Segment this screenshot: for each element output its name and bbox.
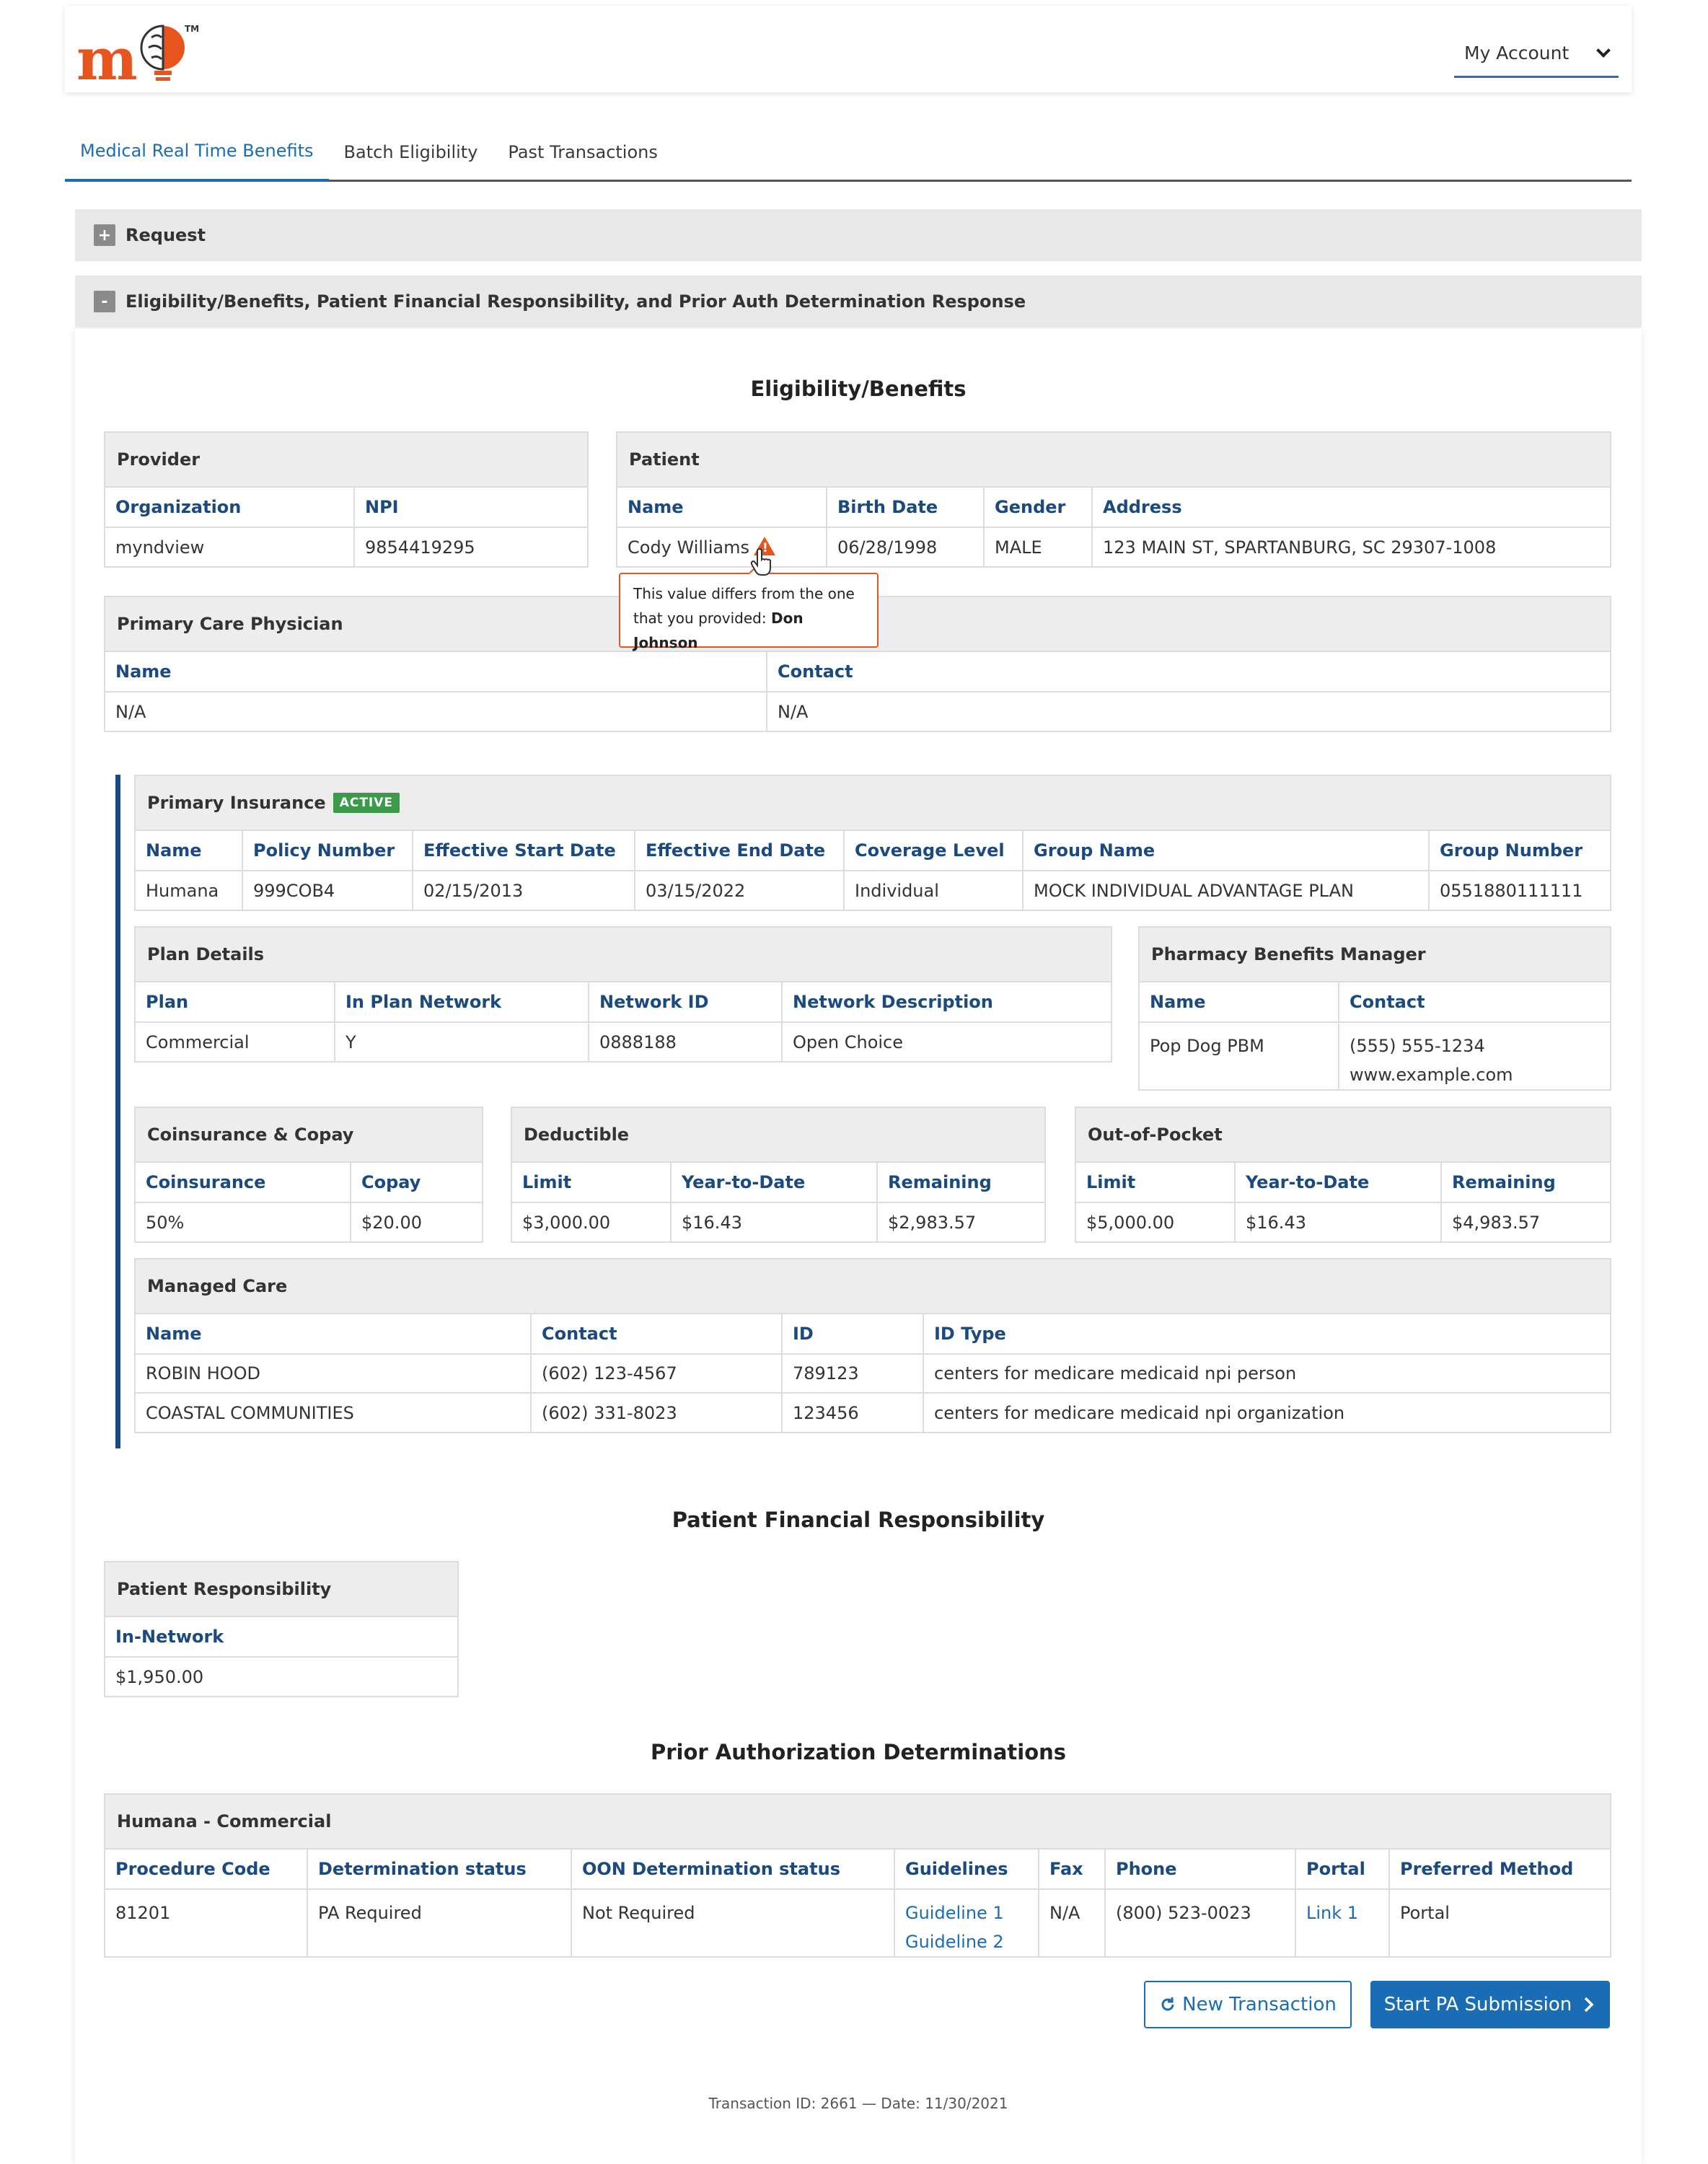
patient-responsibility-table bbox=[105, 1616, 457, 1696]
start-pa-submission-button[interactable] bbox=[1370, 1981, 1610, 2028]
provider-heading: Provider bbox=[105, 433, 587, 486]
responsibility-col-in-network: In-Network bbox=[105, 1617, 457, 1657]
coinsurance-table bbox=[136, 1161, 482, 1241]
insurance-col-effective-end-date: Effective End Date bbox=[635, 830, 844, 871]
provider-npi: 9854419295 bbox=[354, 527, 587, 566]
my-account-label: My Account bbox=[1464, 43, 1570, 63]
oop-heading: Out-of-Pocket bbox=[1076, 1108, 1610, 1161]
oop-limit: $5,000.00 bbox=[1076, 1202, 1235, 1241]
prior-auth-heading: Humana - Commercial bbox=[105, 1795, 1610, 1848]
my-account-dropdown[interactable] bbox=[1454, 30, 1619, 78]
table-row bbox=[512, 1202, 1044, 1241]
company-logo[interactable] bbox=[76, 16, 206, 88]
plan-name: Commercial bbox=[136, 1022, 335, 1061]
pharmacy-benefits-manager-card bbox=[1138, 926, 1611, 1091]
request-panel-title: Request bbox=[126, 225, 206, 245]
oop-remaining: $4,983.57 bbox=[1441, 1202, 1610, 1241]
pa-preferred-method: Portal bbox=[1389, 1889, 1610, 1956]
out-of-pocket-card bbox=[1075, 1107, 1611, 1243]
primary-insurance-heading bbox=[136, 776, 1610, 830]
insurance-group-number: 0551880111111 bbox=[1429, 871, 1610, 910]
provider-organization: myndview bbox=[105, 527, 354, 566]
patient-gender: MALE bbox=[984, 527, 1092, 566]
tooltip-text: that you provided: bbox=[633, 610, 767, 627]
tab-medical-real-time-benefits[interactable]: Medical Real Time Benefits bbox=[65, 123, 329, 182]
table-row bbox=[136, 1022, 1111, 1061]
insurance-col-policy-number: Policy Number bbox=[242, 830, 413, 871]
provider-col-npi: NPI bbox=[354, 487, 587, 527]
prior-auth-title: Prior Authorization Determinations bbox=[650, 1740, 1067, 1764]
insurance-group-name: MOCK INDIVIDUAL ADVANTAGE PLAN bbox=[1023, 871, 1429, 910]
patient-address: 123 MAIN ST, SPARTANBURG, SC 29307-1008 bbox=[1092, 527, 1610, 566]
managed-care-card bbox=[134, 1258, 1611, 1433]
coinsurance-col-copay: Copay bbox=[351, 1162, 482, 1202]
table-row bbox=[105, 1889, 1610, 1956]
chevron-right-icon bbox=[1582, 1996, 1596, 2013]
deductible-col-ytd: Year-to-Date bbox=[671, 1162, 877, 1202]
managed-care-contact: (602) 123-4567 bbox=[531, 1354, 782, 1393]
mismatch-tooltip bbox=[619, 573, 879, 651]
insurance-col-name: Name bbox=[136, 830, 242, 871]
patient-birth-date: 06/28/1998 bbox=[827, 527, 984, 566]
transaction-footer: Transaction ID: 2661 — Date: 11/30/2021 bbox=[708, 2095, 1008, 2112]
managed-care-name: ROBIN HOOD bbox=[136, 1354, 531, 1393]
patient-heading: Patient bbox=[617, 433, 1610, 486]
table-row bbox=[105, 527, 587, 566]
pbm-website: www.example.com bbox=[1350, 1065, 1513, 1085]
financial-title: Patient Financial Responsibility bbox=[672, 1508, 1045, 1532]
managed-care-heading: Managed Care bbox=[136, 1259, 1610, 1313]
plan-details-table bbox=[136, 981, 1111, 1061]
insurance-group-rule bbox=[115, 775, 120, 1448]
plan-details-card bbox=[134, 926, 1112, 1063]
patient-col-name: Name bbox=[617, 487, 827, 527]
patient-col-gender: Gender bbox=[984, 487, 1092, 527]
status-badge: ACTIVE bbox=[333, 793, 400, 813]
table-row bbox=[1076, 1202, 1610, 1241]
svg-text:m: m bbox=[76, 25, 138, 88]
pa-col-preferred-method: Preferred Method bbox=[1389, 1849, 1610, 1889]
collapse-icon[interactable]: - bbox=[94, 291, 115, 312]
response-panel-title: Eligibility/Benefits, Patient Financial Responsibility, and Prior Auth Determination Response bbox=[126, 291, 1026, 312]
chevron-down-icon bbox=[1596, 43, 1611, 58]
insurance-coverage-level: Individual bbox=[844, 871, 1023, 910]
pa-col-fax: Fax bbox=[1039, 1849, 1105, 1889]
primary-insurance-table bbox=[136, 830, 1610, 910]
tab-batch-eligibility[interactable]: Batch Eligibility bbox=[343, 142, 478, 162]
pa-fax: N/A bbox=[1039, 1889, 1105, 1956]
patient-responsibility-card bbox=[104, 1561, 459, 1697]
plan-in-network: Y bbox=[335, 1022, 589, 1061]
table-row bbox=[136, 1354, 1610, 1393]
insurance-start-date: 02/15/2013 bbox=[413, 871, 635, 910]
tooltip-line-1: This value differs from the one bbox=[633, 585, 855, 602]
pa-determination-status: PA Required bbox=[307, 1889, 571, 1956]
prior-auth-card bbox=[104, 1793, 1611, 1958]
tooltip-line-2 bbox=[633, 606, 864, 655]
table-row bbox=[136, 1202, 482, 1241]
prior-auth-table bbox=[105, 1848, 1610, 1956]
eligibility-title: Eligibility/Benefits bbox=[750, 377, 967, 401]
provider-card bbox=[104, 431, 589, 568]
copay-value: $20.00 bbox=[351, 1202, 482, 1241]
pbm-name: Pop Dog PBM bbox=[1140, 1022, 1339, 1089]
primary-insurance-card bbox=[134, 775, 1611, 911]
insurance-col-group-number: Group Number bbox=[1429, 830, 1610, 871]
plan-col-plan: Plan bbox=[136, 982, 335, 1022]
coinsurance-heading: Coinsurance & Copay bbox=[136, 1108, 482, 1161]
managed-care-id-type: centers for medicare medicaid npi organization bbox=[923, 1393, 1610, 1432]
table-row bbox=[136, 871, 1610, 910]
pbm-table bbox=[1140, 981, 1610, 1089]
managed-care-id-type: centers for medicare medicaid npi person bbox=[923, 1354, 1610, 1393]
pcp-table bbox=[105, 651, 1610, 731]
plan-network-description: Open Choice bbox=[782, 1022, 1111, 1061]
coinsurance-value: 50% bbox=[136, 1202, 351, 1241]
managed-care-name: COASTAL COMMUNITIES bbox=[136, 1393, 531, 1432]
tab-past-transactions[interactable]: Past Transactions bbox=[508, 142, 658, 162]
tooltip-provided-value: Don Johnson bbox=[633, 610, 804, 651]
pbm-heading: Pharmacy Benefits Manager bbox=[1140, 928, 1610, 981]
table-row bbox=[1140, 1022, 1610, 1089]
pcp-col-contact: Contact bbox=[767, 651, 1610, 692]
new-transaction-button[interactable] bbox=[1144, 1981, 1352, 2028]
pcp-heading: Primary Care Physician bbox=[105, 597, 1610, 651]
deductible-heading: Deductible bbox=[512, 1108, 1044, 1161]
pa-col-phone: Phone bbox=[1105, 1849, 1295, 1889]
managed-care-id: 789123 bbox=[782, 1354, 923, 1393]
plan-col-network-description: Network Description bbox=[782, 982, 1111, 1022]
primary-insurance-title: Primary Insurance bbox=[147, 793, 326, 813]
deductible-table bbox=[512, 1161, 1044, 1241]
expand-icon[interactable]: + bbox=[94, 224, 115, 246]
patient-responsibility-heading: Patient Responsibility bbox=[105, 1562, 457, 1616]
insurance-policy-number: 999COB4 bbox=[242, 871, 413, 910]
request-panel-header[interactable] bbox=[75, 209, 1642, 261]
pa-phone: (800) 523-0023 bbox=[1105, 1889, 1295, 1956]
hand-pointer-icon bbox=[750, 548, 772, 577]
table-row bbox=[105, 692, 1610, 731]
oop-table bbox=[1076, 1161, 1610, 1241]
insurance-name: Humana bbox=[136, 871, 242, 910]
managed-care-id: 123456 bbox=[782, 1393, 923, 1432]
pcp-contact: N/A bbox=[767, 692, 1610, 731]
deductible-col-remaining: Remaining bbox=[877, 1162, 1044, 1202]
deductible-card bbox=[511, 1107, 1046, 1243]
managed-care-table bbox=[136, 1313, 1610, 1432]
portal-link[interactable]: Link 1 bbox=[1306, 1903, 1359, 1923]
oop-col-limit: Limit bbox=[1076, 1162, 1235, 1202]
patient-name: Cody Williams bbox=[628, 537, 749, 558]
pa-guidelines bbox=[894, 1889, 1039, 1956]
response-panel-header[interactable] bbox=[75, 276, 1642, 327]
svg-text:TM: TM bbox=[185, 24, 200, 34]
deductible-limit: $3,000.00 bbox=[512, 1202, 671, 1241]
top-bar bbox=[65, 6, 1632, 92]
main-tabs bbox=[65, 123, 1632, 182]
start-pa-label: Start PA Submission bbox=[1383, 1994, 1572, 2015]
patient-card bbox=[616, 431, 1611, 568]
pcp-col-name: Name bbox=[105, 651, 767, 692]
pa-oon-status: Not Required bbox=[571, 1889, 894, 1956]
oop-ytd: $16.43 bbox=[1235, 1202, 1441, 1241]
patient-name-cell bbox=[617, 527, 827, 566]
managed-care-col-name: Name bbox=[136, 1314, 531, 1354]
plan-network-id: 0888188 bbox=[589, 1022, 782, 1061]
managed-care-contact: (602) 331-8023 bbox=[531, 1393, 782, 1432]
plan-details-heading: Plan Details bbox=[136, 928, 1111, 981]
coinsurance-copay-card bbox=[134, 1107, 483, 1243]
pbm-contact bbox=[1339, 1022, 1610, 1089]
new-transaction-label: New Transaction bbox=[1182, 1994, 1337, 2015]
insurance-end-date: 03/15/2022 bbox=[635, 871, 844, 910]
oop-col-remaining: Remaining bbox=[1441, 1162, 1610, 1202]
refresh-icon bbox=[1159, 1996, 1176, 2013]
managed-care-col-id: ID bbox=[782, 1314, 923, 1354]
pa-col-guidelines: Guidelines bbox=[894, 1849, 1039, 1889]
provider-table bbox=[105, 486, 587, 566]
responsibility-in-network-value: $1,950.00 bbox=[105, 1657, 457, 1696]
pbm-col-name: Name bbox=[1140, 982, 1339, 1022]
pbm-phone: (555) 555-1234 bbox=[1350, 1036, 1485, 1056]
pa-col-oon-determination-status: OON Determination status bbox=[571, 1849, 894, 1889]
pa-procedure-code: 81201 bbox=[105, 1889, 307, 1956]
managed-care-col-contact: Contact bbox=[531, 1314, 782, 1354]
coinsurance-col-coinsurance: Coinsurance bbox=[136, 1162, 351, 1202]
provider-col-organization: Organization bbox=[105, 487, 354, 527]
pa-col-portal: Portal bbox=[1295, 1849, 1389, 1889]
pbm-col-contact: Contact bbox=[1339, 982, 1610, 1022]
deductible-remaining: $2,983.57 bbox=[877, 1202, 1044, 1241]
managed-care-col-id-type: ID Type bbox=[923, 1314, 1610, 1354]
guideline-2-link[interactable]: Guideline 2 bbox=[905, 1932, 1004, 1952]
oop-col-ytd: Year-to-Date bbox=[1235, 1162, 1441, 1202]
pa-col-determination-status: Determination status bbox=[307, 1849, 571, 1889]
insurance-col-group-name: Group Name bbox=[1023, 830, 1429, 871]
pa-col-procedure-code: Procedure Code bbox=[105, 1849, 307, 1889]
insurance-col-effective-start-date: Effective Start Date bbox=[413, 830, 635, 871]
plan-col-in-plan-network: In Plan Network bbox=[335, 982, 589, 1022]
pcp-name: N/A bbox=[105, 692, 767, 731]
insurance-col-coverage-level: Coverage Level bbox=[844, 830, 1023, 871]
patient-col-birth-date: Birth Date bbox=[827, 487, 984, 527]
guideline-1-link[interactable]: Guideline 1 bbox=[905, 1903, 1004, 1923]
table-row bbox=[136, 1393, 1610, 1432]
deductible-col-limit: Limit bbox=[512, 1162, 671, 1202]
pa-portal bbox=[1295, 1889, 1389, 1956]
patient-col-address: Address bbox=[1092, 487, 1610, 527]
deductible-ytd: $16.43 bbox=[671, 1202, 877, 1241]
table-row bbox=[105, 1657, 457, 1696]
plan-col-network-id: Network ID bbox=[589, 982, 782, 1022]
